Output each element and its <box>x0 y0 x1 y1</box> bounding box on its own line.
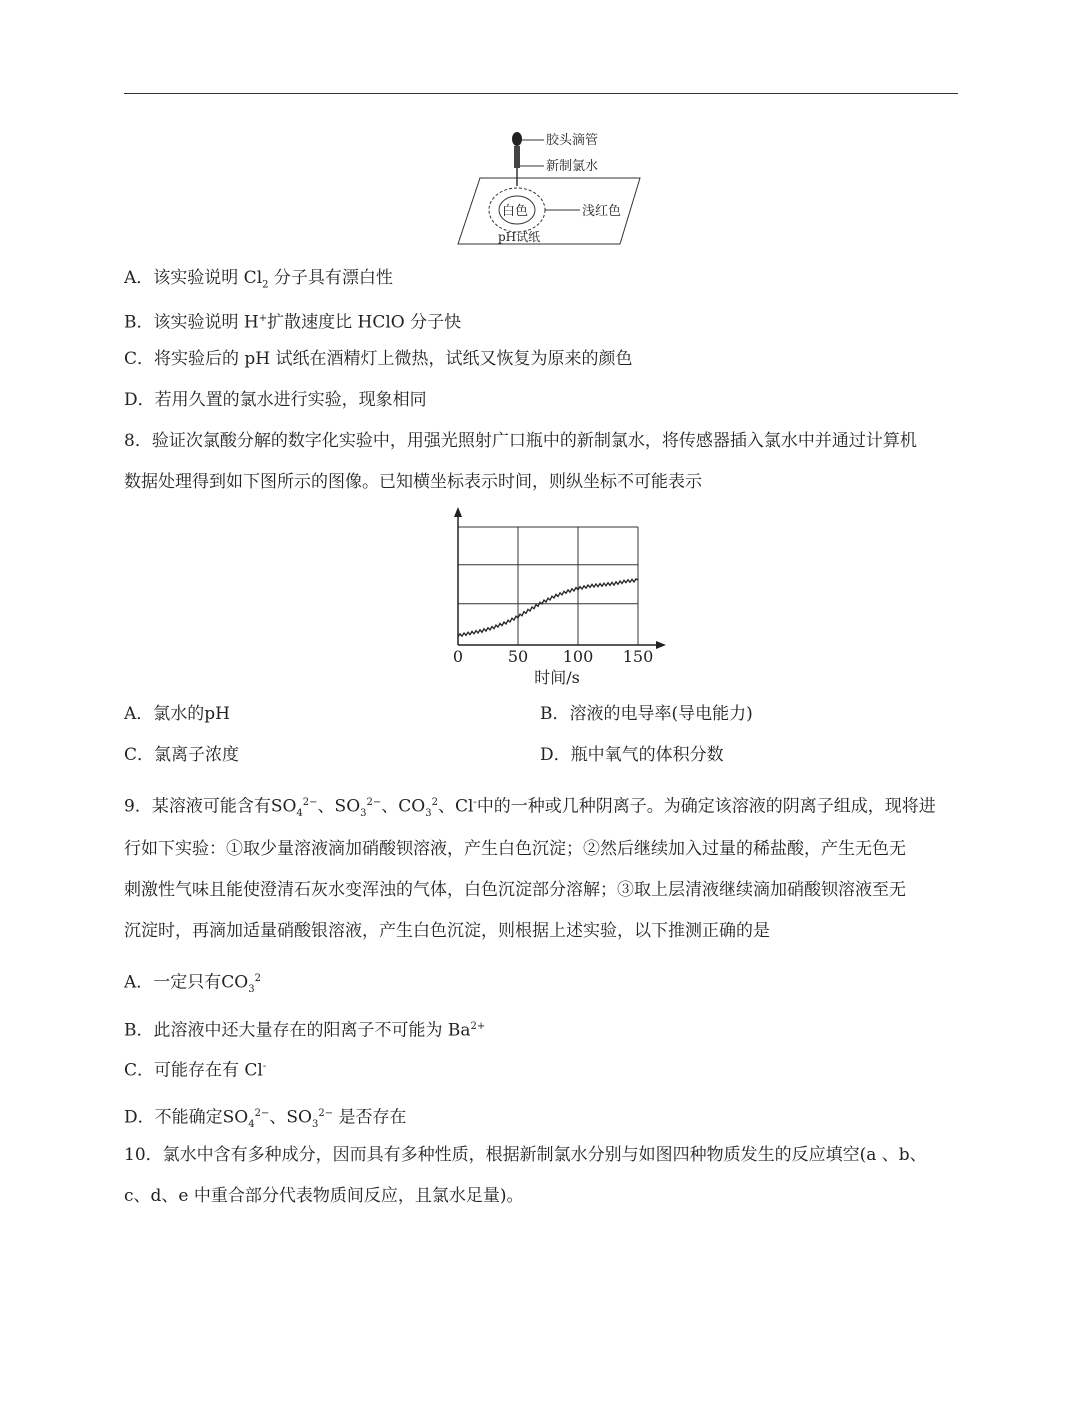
header-rule <box>124 93 958 94</box>
q8-stem-2: 数据处理得到如下图所示的图像。已知横坐标表示时间，则纵坐标不可能表示 <box>124 472 702 492</box>
q8-option-d: D．瓶中氧气的体积分数 <box>540 745 724 765</box>
ion-sulfate: SO <box>270 796 297 817</box>
q9-option-c: C．可能存在有 Cl- <box>124 1060 267 1081</box>
ph-paper-diagram <box>440 126 660 250</box>
ion-chloride: Cl <box>454 796 474 817</box>
q7-option-b: B．该实验说明 H+扩散速度比 HClO 分子快 <box>124 312 462 333</box>
x-axis-arrow <box>656 641 666 649</box>
q9-stem-3: 刺激性气味且能使澄清石灰水变浑浊的气体，白色沉淀部分溶解；③取上层清液继续滴加硝酸钡溶液至无 <box>124 880 906 900</box>
ion-carbonate: CO <box>398 796 426 817</box>
q9-option-d: D．不能确定$SO_4^{2-}$、$SO_3^{2-}$ 是否存在 <box>124 1107 407 1131</box>
label-pink: 浅红色 <box>582 204 622 219</box>
q8-option-b: B．溶液的电导率(导电能力) <box>540 704 753 724</box>
q9-stem-4: 沉淀时，再滴加适量硝酸银溶液，产生白色沉淀，则根据上述实验，以下推测正确的是 <box>124 921 770 941</box>
q7-option-a: A．该实验说明 $Cl_2$ 分子具有漂白性 <box>124 268 393 291</box>
q9-stem-2: 行如下实验：①取少量溶液滴加硝酸钡溶液，产生白色沉淀；②然后继续加入过量的稀盐酸，产生无色无 <box>124 839 906 859</box>
q8-option-c: C．氯离子浓度 <box>124 745 240 765</box>
q9-option-a: A．一定只有$CO_3^2$ <box>124 972 261 996</box>
label-chlorine-water: 新制氯水 <box>546 159 599 174</box>
q9-option-b: B．此溶液中还大量存在的阳离子不可能为 $Ba^{2+}$ <box>124 1020 486 1041</box>
x-tick-label: 100 <box>562 647 594 666</box>
q9-stem-1: 9．某溶液可能含有$SO_4^{2-}$、$SO_3^{2-}$、$CO_3^2$、Cl-中的一种或几种阴离子。为确定该溶液的阴离子组成，现将进 <box>124 796 936 820</box>
q7-option-d: D．若用久置的氯水进行实验，现象相同 <box>124 390 427 410</box>
q10-stem-2: c、d、e 中重合部分代表物质间反应，且氯水足量)。 <box>124 1186 524 1206</box>
series-line <box>458 579 638 637</box>
label-ph-paper: pH试纸 <box>498 230 541 244</box>
q10-stem-1: 10．氯水中含有多种成分，因而具有多种性质，根据新制氯水分别与如图四种物质发生的反应填空(a 、b、 <box>124 1145 927 1165</box>
q8-chart <box>440 505 680 690</box>
label-dropper: 胶头滴管 <box>546 133 599 148</box>
ion-sulfite: SO <box>334 796 361 817</box>
x-tick-label: 0 <box>452 647 464 666</box>
q8-option-a: A．氯水的pH <box>124 704 230 724</box>
y-axis-arrow <box>454 507 462 517</box>
x-tick-label: 50 <box>507 647 529 666</box>
x-tick-label: 150 <box>622 647 654 666</box>
chart-grid <box>458 527 638 645</box>
label-white: 白色 <box>502 204 529 219</box>
q8-stem-1: 8．验证次氯酸分解的数字化实验中，用强光照射广口瓶中的新制氯水，将传感器插入氯水中并通过计算机 <box>124 431 917 451</box>
q7-option-c: C．将实验后的 pH 试纸在酒精灯上微热，试纸又恢复为原来的颜色 <box>124 349 633 369</box>
dropper-tube <box>514 146 520 168</box>
dropper-bulb <box>512 132 522 146</box>
x-axis-label: 时间/s <box>534 668 580 687</box>
